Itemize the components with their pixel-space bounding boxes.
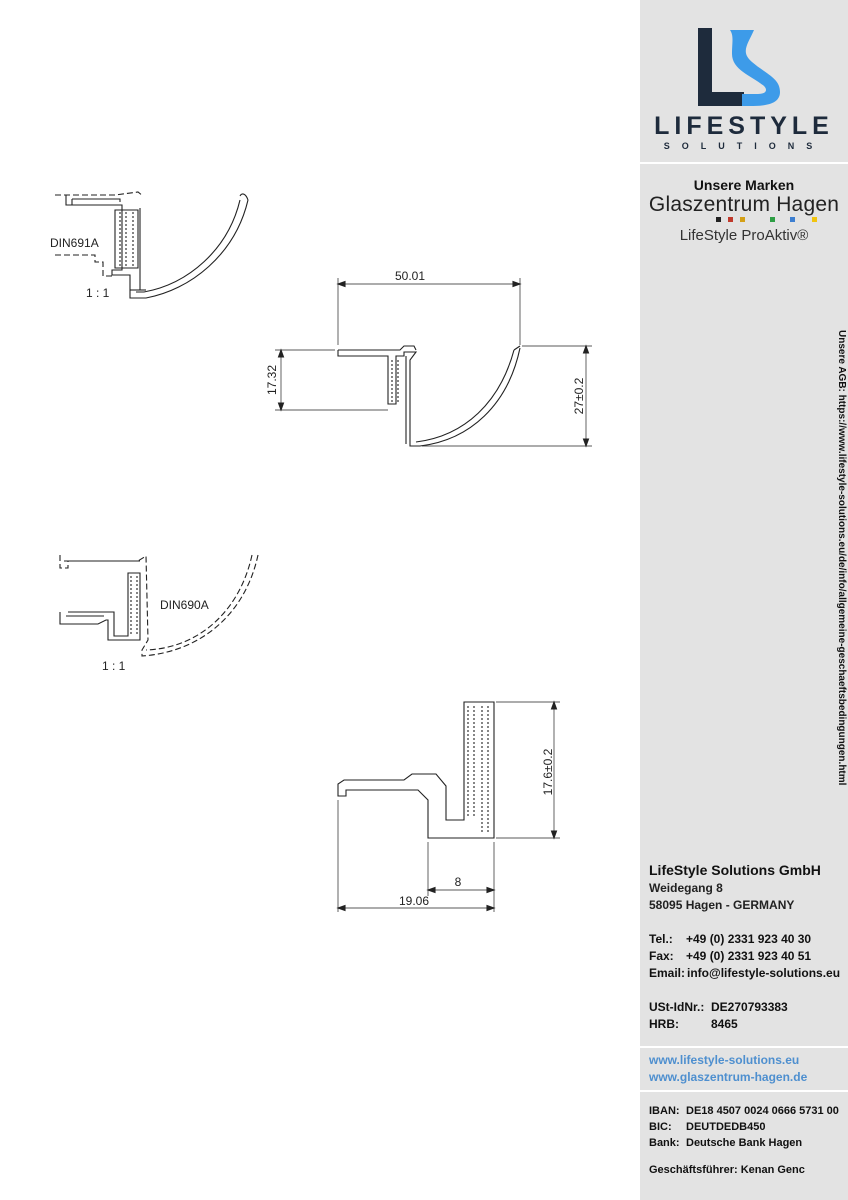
brand-dot	[790, 217, 795, 222]
city: 58095 Hagen - GERMANY	[649, 898, 795, 912]
agb-text: Unsere AGB: https://www.lifestyle-solutions.eu/de/info/allgemeine-geschaeftsbedingungen.html	[836, 330, 847, 786]
brand-dot	[728, 217, 733, 222]
gf-label: Geschäftsführer:	[649, 1164, 738, 1176]
web-link-lifestyle[interactable]: www.lifestyle-solutions.eu	[649, 1053, 800, 1067]
fax-row	[649, 948, 844, 965]
logo-icon	[640, 0, 848, 160]
bank-value: Deutsche Bank Hagen	[686, 1137, 803, 1149]
brands-title: Unsere Marken	[693, 177, 795, 193]
divider	[640, 1090, 848, 1092]
fax-label: Fax:	[649, 949, 674, 963]
ust-row	[649, 999, 844, 1016]
bic-label: BIC:	[649, 1121, 672, 1133]
gf-value: Kenan Genc	[740, 1164, 805, 1176]
upper-dim-height-right: 27±0.2	[572, 377, 586, 415]
email-value[interactable]: info@lifestyle-solutions.eu	[687, 966, 841, 980]
company-name: LifeStyle Solutions GmbH	[649, 862, 821, 878]
ust-value: DE270793383	[711, 1000, 788, 1014]
company-logo	[640, 0, 848, 160]
ust-label: USt-IdNr.:	[649, 1000, 705, 1014]
upper-detail-scale: 1 : 1	[86, 286, 110, 300]
lower-detail-scale: 1 : 1	[102, 659, 126, 673]
iban-value: DE18 4507 0024 0666 5731 00	[686, 1105, 839, 1117]
web-link-glaszentrum[interactable]: www.glaszentrum-hagen.de	[649, 1070, 808, 1084]
upper-dim-height-left: 17.32	[265, 364, 279, 396]
lower-dim-height: 17.6±0.2	[541, 748, 555, 796]
street: Weidegang 8	[649, 881, 723, 895]
email-row	[649, 965, 844, 982]
upper-detail-label: DIN691A	[50, 236, 99, 250]
tel-label: Tel.:	[649, 932, 673, 946]
hrb-label: HRB:	[649, 1017, 679, 1031]
iban-label: IBAN:	[649, 1105, 680, 1117]
lower-profile-section	[338, 702, 560, 912]
brand-dot	[716, 217, 721, 222]
fax-value: +49 (0) 2331 923 40 51	[686, 949, 812, 963]
web-links	[649, 1052, 807, 1086]
lower-dim-width: 19.06	[398, 894, 430, 908]
agb-link[interactable]	[833, 330, 848, 786]
bank-block	[649, 1103, 839, 1151]
brand-color-dots	[716, 217, 836, 222]
lower-detail-label: DIN690A	[160, 598, 209, 612]
logo-word: LIFESTYLE	[654, 112, 834, 140]
divider	[640, 1046, 848, 1048]
logo-sub: SOLUTIONS	[663, 141, 825, 151]
tel-value[interactable]: +49 (0) 2331 923 40 30	[686, 932, 812, 946]
brand-dot	[770, 217, 775, 222]
upper-dim-width: 50.01	[394, 269, 426, 283]
brand-dot	[740, 217, 745, 222]
iban-row	[649, 1103, 839, 1119]
email-label: Email:	[649, 966, 686, 980]
lower-dim-inner: 8	[454, 875, 462, 889]
bic-value: DEUTDEDB450	[686, 1121, 766, 1133]
divider	[640, 162, 848, 164]
brand-glaszentrum: Glaszentrum Hagen	[648, 193, 840, 216]
tel-row	[649, 931, 844, 948]
hrb-row	[649, 1016, 844, 1033]
bank-label: Bank:	[649, 1137, 680, 1149]
bic-row	[649, 1119, 839, 1135]
brand-dot	[812, 217, 817, 222]
lower-detail-profile	[60, 555, 258, 656]
managing-director	[649, 1164, 805, 1176]
brand-proaktiv: LifeStyle ProAktiv®	[679, 227, 809, 244]
contact-block	[649, 862, 844, 1033]
bank-row	[649, 1135, 839, 1151]
upper-profile-section	[275, 278, 592, 446]
hrb-value: 8465	[711, 1017, 738, 1031]
